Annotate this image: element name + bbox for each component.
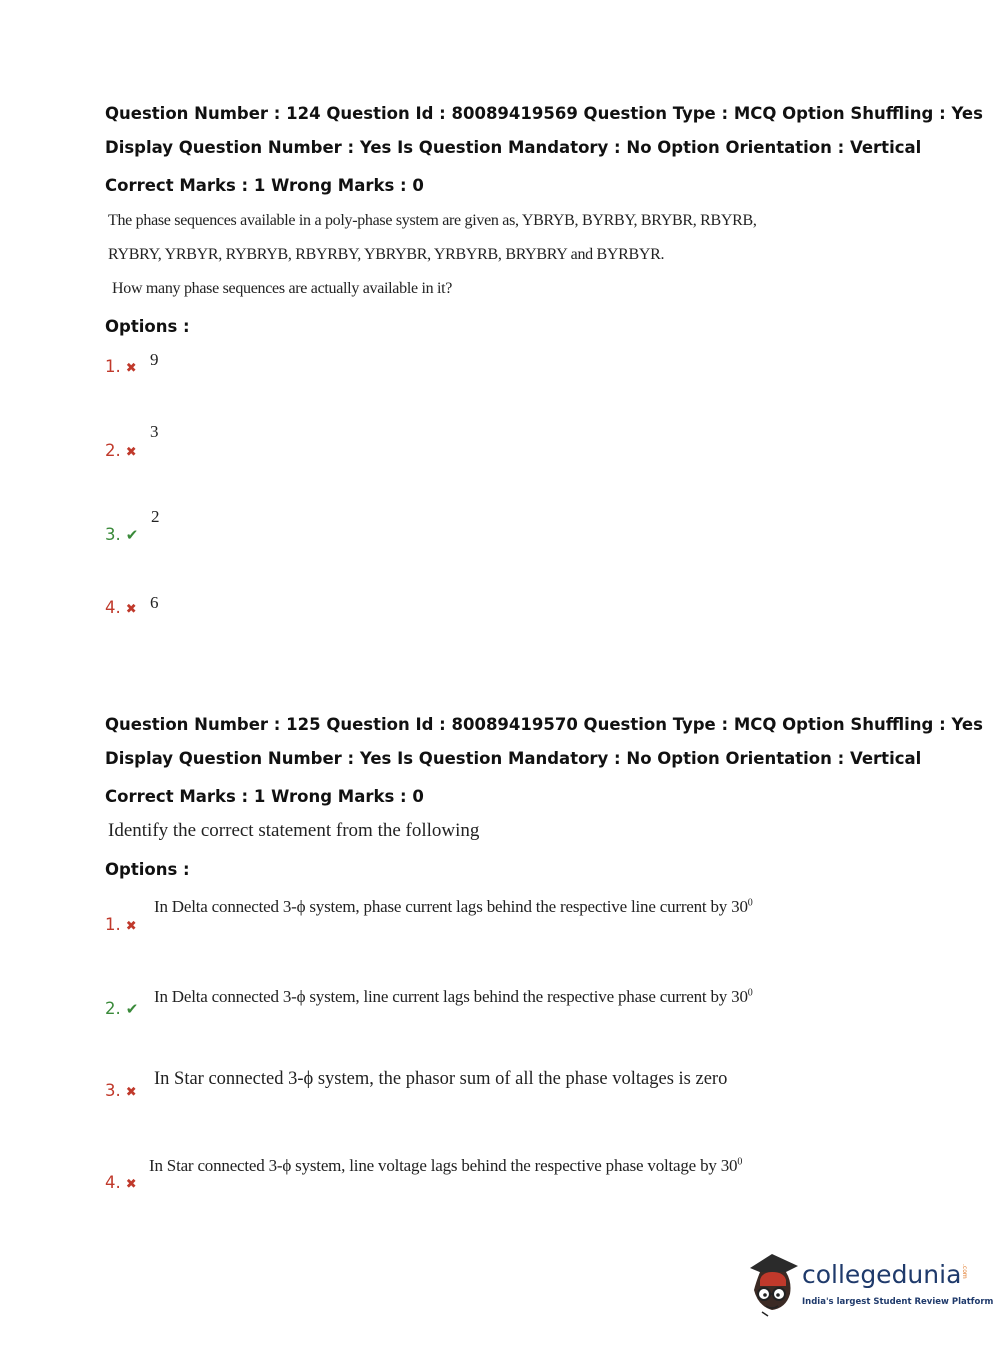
option-number: 4. bbox=[105, 1173, 121, 1192]
logo-tagline: India's largest Student Review Platform bbox=[802, 1297, 994, 1307]
mascot-icon bbox=[742, 1250, 804, 1320]
option-number: 2. bbox=[105, 441, 121, 460]
option-number: 3. bbox=[105, 1081, 121, 1100]
q124-option-2 bbox=[105, 441, 137, 460]
q124-option-3-text: 2 bbox=[151, 507, 160, 526]
collegedunia-logo bbox=[742, 1250, 994, 1320]
q124-meta-line-2: Display Question Number : Yes Is Question Mandatory : No Option Orientation : Vertical bbox=[105, 138, 922, 157]
cross-icon: ✖ bbox=[125, 1177, 137, 1192]
q124-meta-line-1: Question Number : 124 Question Id : 80089419569 Question Type : MCQ Option Shuffling : Yes bbox=[105, 104, 983, 123]
q124-text-line-2: RYBRY, YRBYR, RYBRYB, RBYRBY, YBRYBR, YRBYRB, BRYBRY and BYRBYR. bbox=[108, 246, 665, 263]
option-number: 1. bbox=[105, 915, 121, 934]
q125-option-1-text: In Delta connected 3-ϕ system, phase current lags behind the respective line current by $30^0$ bbox=[154, 897, 753, 916]
q125-option-2-text: In Delta connected 3-ϕ system, line current lags behind the respective phase current by $30^0$ bbox=[154, 987, 753, 1006]
q124-option-4-text: 6 bbox=[150, 593, 159, 612]
option-number: 4. bbox=[105, 598, 121, 617]
q125-text-line-1: Identify the correct statement from the following bbox=[108, 820, 480, 841]
cross-icon: ✖ bbox=[125, 361, 137, 376]
cross-icon: ✖ bbox=[125, 602, 137, 617]
option-number: 3. bbox=[105, 525, 121, 544]
q125-option-3-text: In Star connected 3-ϕ system, the phasor sum of all the phase voltages is zero bbox=[154, 1069, 728, 1089]
q125-option-2 bbox=[105, 999, 138, 1018]
q124-option-3 bbox=[105, 525, 138, 544]
check-icon: ✔ bbox=[125, 1000, 139, 1018]
q125-option-4 bbox=[105, 1173, 137, 1192]
q125-marks: Correct Marks : 1 Wrong Marks : 0 bbox=[105, 787, 424, 806]
q124-option-1-text: 9 bbox=[150, 350, 159, 369]
q125-options-label: Options : bbox=[105, 860, 190, 879]
q125-meta-line-2: Display Question Number : Yes Is Question Mandatory : No Option Orientation : Vertical bbox=[105, 749, 922, 768]
option-number: 2. bbox=[105, 999, 121, 1018]
q125-option-3 bbox=[105, 1081, 137, 1100]
q125-option-1 bbox=[105, 915, 137, 934]
q124-option-4 bbox=[105, 598, 137, 617]
q124-text-line-1: The phase sequences available in a poly-phase system are given as, YBRYB, BYRBY, BRYBR, RBYRB, bbox=[108, 212, 757, 229]
check-icon: ✔ bbox=[125, 526, 139, 544]
option-number: 1. bbox=[105, 357, 121, 376]
cross-icon: ✖ bbox=[125, 919, 137, 934]
cross-icon: ✖ bbox=[125, 445, 137, 460]
q125-meta-line-1: Question Number : 125 Question Id : 80089419570 Question Type : MCQ Option Shuffling : Yes bbox=[105, 715, 983, 734]
q124-option-1 bbox=[105, 357, 137, 376]
q125-option-4-text: In Star connected 3-ϕ system, line voltage lags behind the respective phase voltage by $30^0$ bbox=[149, 1156, 743, 1175]
logo-wordmark: collegedunia bbox=[802, 1260, 962, 1289]
q124-option-2-text: 3 bbox=[150, 422, 159, 441]
cross-icon: ✖ bbox=[125, 1085, 137, 1100]
q124-marks: Correct Marks : 1 Wrong Marks : 0 bbox=[105, 176, 424, 195]
q124-text-line-3: How many phase sequences are actually available in it? bbox=[112, 280, 453, 297]
q124-options-label: Options : bbox=[105, 317, 190, 336]
logo-dotcom: .com bbox=[961, 1264, 968, 1279]
